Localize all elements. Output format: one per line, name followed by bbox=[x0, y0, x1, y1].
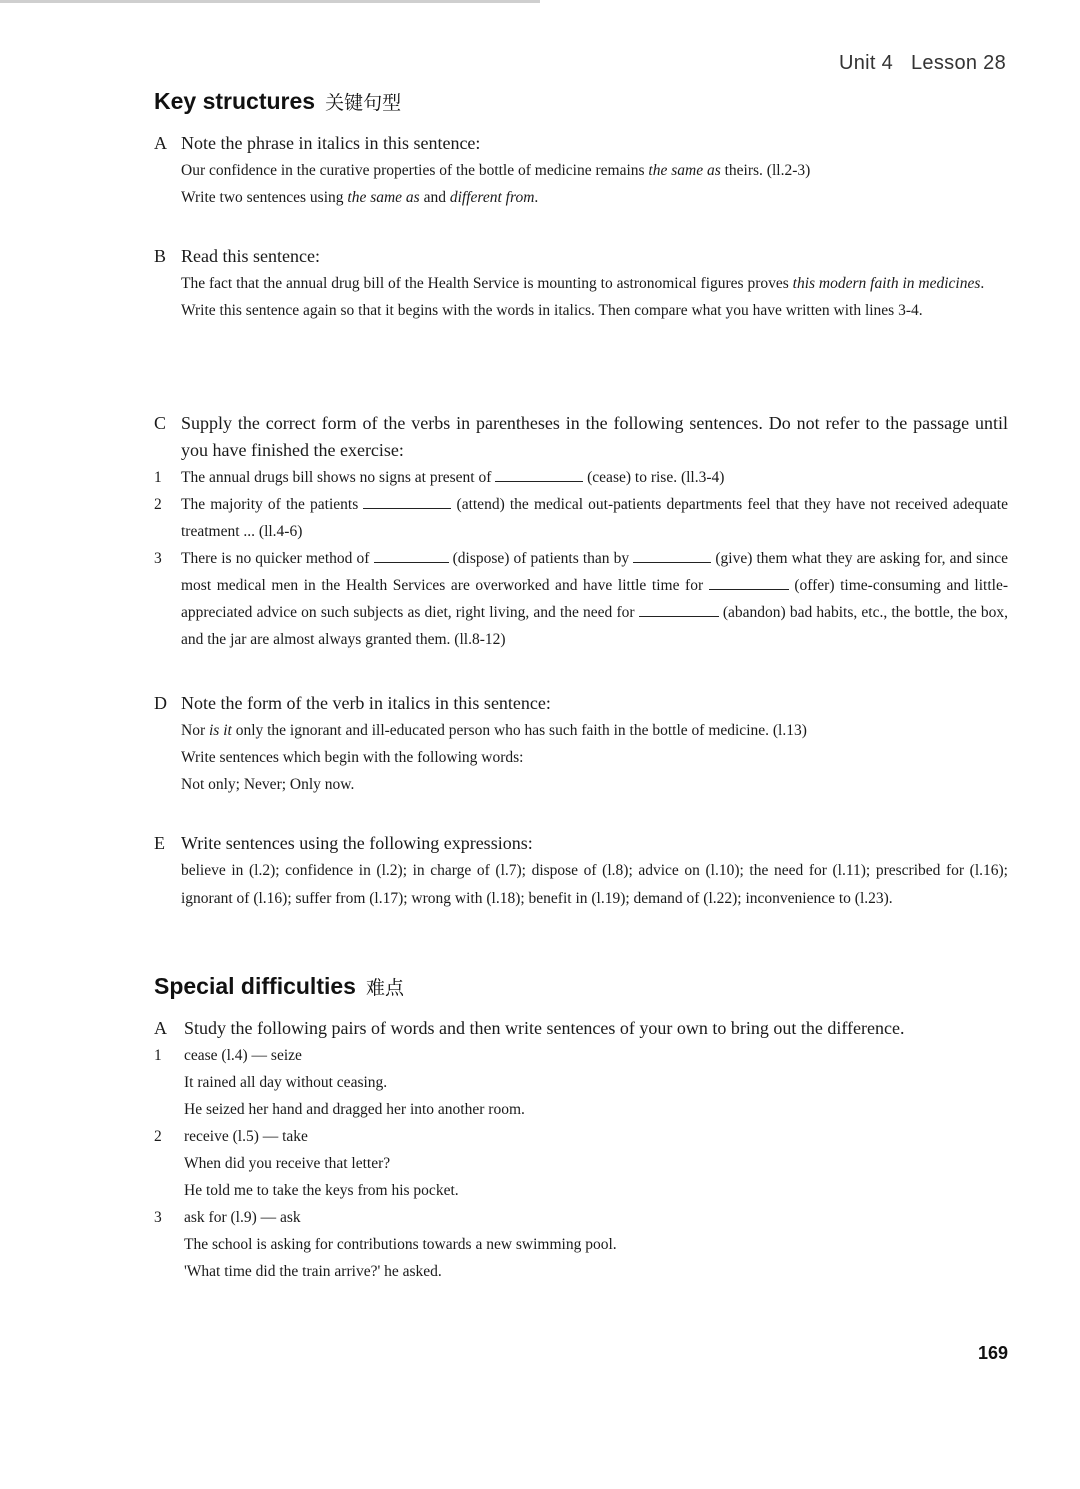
sd-example: When did you receive that letter? bbox=[184, 1155, 391, 1172]
ks-section-a bbox=[154, 130, 1008, 211]
ks-d-instruction: Write sentences which begin with the following words: bbox=[181, 749, 524, 766]
ks-b-sentence: The fact that the annual drug bill of the Health Service is mounting to astronomical figures proves this modern faith in medicines. bbox=[181, 275, 985, 292]
ks-b-instruction: Write this sentence again so that it begins with the words in italics. Then compare what you have written with lines 3-4. bbox=[181, 302, 923, 319]
ks-section-c bbox=[154, 410, 1008, 653]
key-structures-title: Key structures bbox=[154, 88, 316, 114]
special-difficulties-title-cn: 难点 bbox=[365, 977, 404, 999]
answer-blank[interactable] bbox=[495, 469, 583, 482]
ks-d-prompt: Note the form of the verb in italics in this sentence: bbox=[181, 693, 551, 713]
running-header bbox=[821, 52, 1006, 75]
answer-blank[interactable] bbox=[363, 496, 451, 509]
list-item bbox=[154, 1123, 1014, 1204]
sd-example: He told me to take the keys from his pocket. bbox=[184, 1182, 459, 1199]
sd-example: He seized her hand and dragged her into another room. bbox=[184, 1101, 525, 1118]
sd-example: It rained all day without ceasing. bbox=[184, 1074, 388, 1091]
ks-e-prompt: Write sentences using the following expressions: bbox=[181, 833, 533, 853]
ks-a-prompt: Note the phrase in italics in this sentence: bbox=[181, 133, 481, 153]
header-unit: Unit 4 bbox=[838, 52, 893, 74]
sd-a-prompt: Study the following pairs of words and then write sentences of your own to bring out the difference. bbox=[184, 1018, 905, 1038]
ks-section-d bbox=[154, 690, 1008, 798]
sd-example: The school is asking for contributions towards a new swimming pool. bbox=[184, 1236, 617, 1253]
ks-d-sentence: Nor is it only the ignorant and ill-educated person who has such faith in the bottle of medicine. (l.13) bbox=[181, 722, 807, 739]
special-difficulties-heading bbox=[154, 973, 404, 1000]
sd-word-pair: ask for (l.9) — ask bbox=[184, 1209, 301, 1226]
page-number: 169 bbox=[977, 1343, 1008, 1363]
special-difficulties-title: Special difficulties bbox=[154, 973, 356, 999]
ks-d-words: Not only; Never; Only now. bbox=[181, 776, 355, 793]
list-item bbox=[154, 1042, 1014, 1123]
ks-c-item-number: 3 bbox=[154, 550, 162, 567]
list-item bbox=[154, 1204, 1014, 1285]
key-structures-heading bbox=[154, 88, 401, 115]
key-structures-title-cn: 关键句型 bbox=[325, 92, 402, 114]
ks-d-label: D bbox=[154, 693, 167, 713]
ks-c-prompt: Supply the correct form of the verbs in parentheses in the following sentences. Do not refer to the passage until you have finished the exercise: bbox=[181, 413, 1008, 460]
ks-a-instruction: Write two sentences using the same as and different from. bbox=[181, 189, 539, 206]
ks-c-label: C bbox=[154, 413, 167, 433]
ks-section-b bbox=[154, 243, 1008, 324]
sd-word-pair: cease (l.4) — seize bbox=[184, 1047, 302, 1064]
answer-blank[interactable] bbox=[633, 550, 711, 563]
answer-blank[interactable] bbox=[639, 604, 719, 617]
answer-blank[interactable] bbox=[709, 577, 789, 590]
answer-blank[interactable] bbox=[374, 550, 449, 563]
sd-section-a bbox=[154, 1015, 1014, 1285]
list-item: 1 The annual drugs bill shows no signs at present of (cease) to rise. (ll.3-4) bbox=[154, 464, 1008, 491]
list-item: 2 The majority of the patients (attend) the medical out-patients departments feel that they have not received adequate treatment ... (ll.4-6) bbox=[154, 491, 1008, 545]
ks-b-label: B bbox=[154, 246, 167, 266]
ks-e-expressions: believe in (l.2); confidence in (l.2); in charge of (l.7); dispose of (l.8); advice on (l.10); the need for (l.11); prescribed for (l.16); ignorant of (l.16); suffer from (l.17); wrong with (l.18); benefit in (l.19); demand of (l.22); inconvenience to (l.23). bbox=[181, 862, 1008, 907]
sd-example: 'What time did the train arrive?' he asked. bbox=[184, 1263, 442, 1280]
sd-item-number: 3 bbox=[154, 1209, 162, 1226]
ks-c-item-number: 1 bbox=[154, 469, 162, 486]
header-lesson: Lesson 28 bbox=[911, 52, 1006, 74]
ks-a-label: A bbox=[154, 133, 167, 153]
list-item: 3 There is no quicker method of (dispose) of patients than by (give) them what they are asking for, and since most medical men in the Health Services are overworked and have little time for (offer) time-consuming and little-appreciated advice on such subjects as diet, right living, and the need for (abandon) bad habits, etc., the bottle, the box, and the jar are almost always granted them. (ll.8-12) bbox=[154, 545, 1008, 653]
ks-e-label: E bbox=[154, 833, 165, 853]
ks-c-item-number: 2 bbox=[154, 496, 162, 513]
sd-word-pair: receive (l.5) — take bbox=[184, 1128, 308, 1145]
ks-section-e bbox=[154, 830, 1008, 913]
ks-b-prompt: Read this sentence: bbox=[181, 246, 320, 266]
sd-item-number: 2 bbox=[154, 1128, 162, 1145]
sd-a-label: A bbox=[154, 1018, 167, 1038]
top-rule bbox=[0, 0, 540, 3]
sd-item-number: 1 bbox=[154, 1047, 162, 1064]
ks-a-sentence: Our confidence in the curative properties of the bottle of medicine remains the same as theirs. (ll.2-3) bbox=[181, 162, 811, 179]
